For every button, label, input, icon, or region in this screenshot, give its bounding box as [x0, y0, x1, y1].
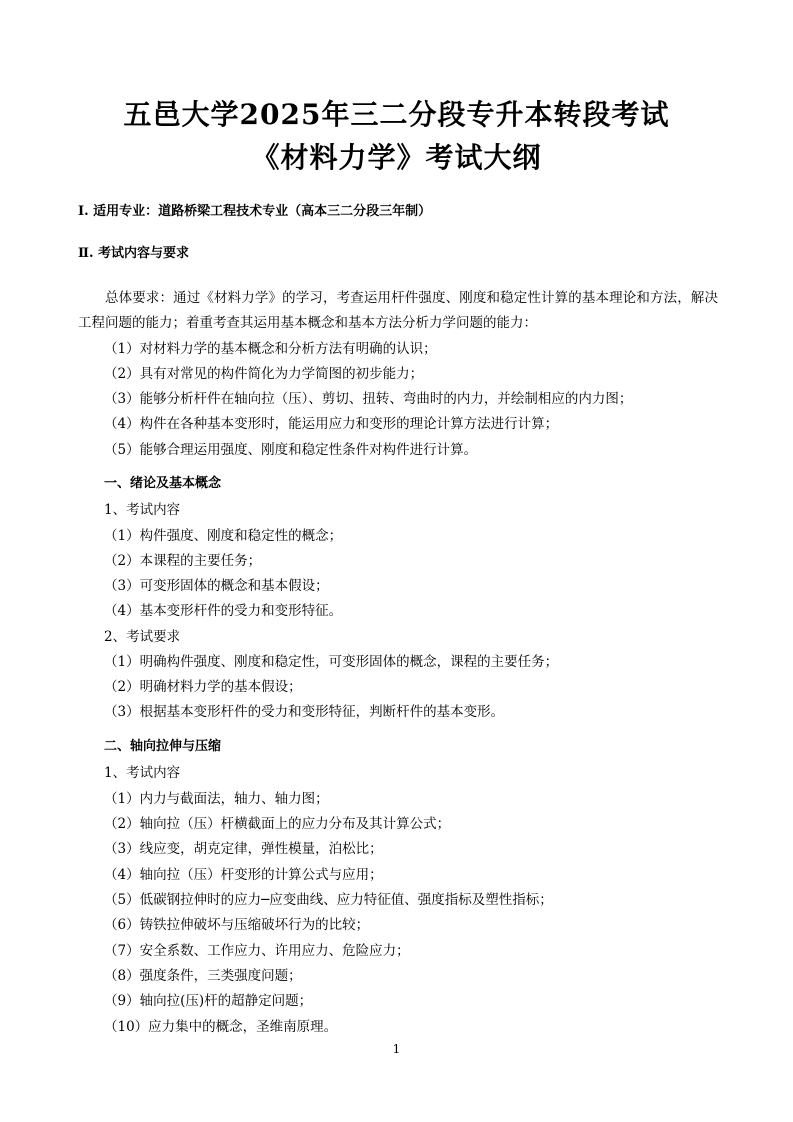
chapter2-content-item: （2）轴向拉（压）杆横截面上的应力分布及其计算公式；	[104, 816, 451, 832]
general-requirement-paragraph: 总体要求：通过《材料力学》的学习，考查运用杆件强度、刚度和稳定性计算的基本理论和方法，解决工程问题的能力；着重考查其运用基本概念和基本方法分析力学问题的能力：	[78, 290, 718, 331]
chapter1-content-item: （3）可变形固体的概念和基本假设；	[104, 578, 329, 594]
chapter2-content-item: （3）线应变，胡克定律，弹性模量，泊松比；	[104, 841, 383, 857]
chapter2-content-item: （6）铸铁拉伸破坏与压缩破坏行为的比较；	[104, 917, 370, 933]
section1-heading: Ⅰ. 适用专业：道路桥梁工程技术专业（高本三二分段三年制）	[78, 204, 432, 219]
page-number: 1	[392, 1042, 401, 1056]
document-title-line1: 五邑大学2025年三二分段专升本转段考试	[123, 98, 670, 131]
chapter2-heading: 二、轴向拉伸与压缩	[104, 739, 222, 754]
chapter1-content-item: （2）本课程的主要任务；	[104, 553, 262, 569]
requirement-item: （4）构件在各种基本变形时，能运用应力和变形的理论计算方法进行计算；	[104, 416, 559, 432]
section2-heading: Ⅱ. 考试内容与要求	[78, 246, 190, 261]
chapter1-content-item: （4）基本变形杆件的受力和变形特征。	[104, 603, 343, 619]
chapter2-content-item: （8）强度条件，三类强度问题；	[104, 968, 302, 984]
chapter2-content-item: （9）轴向拉(压)杆的超静定问题；	[104, 993, 313, 1009]
requirement-item: （2）具有对常见的构件简化为力学简图的初步能力；	[104, 366, 424, 382]
chapter1-req-item: （1）明确构件强度、刚度和稳定性，可变形固体的概念，课程的主要任务；	[104, 654, 559, 670]
chapter1-req-item: （2）明确材料力学的基本假设；	[104, 679, 302, 695]
chapter1-req-item: （3）根据基本变形杆件的受力和变形特征，判断杆件的基本变形。	[104, 704, 505, 720]
chapter1-content-item: （1）构件强度、刚度和稳定性的概念；	[104, 528, 343, 544]
chapter2-content-label: 1、考试内容	[104, 765, 181, 781]
chapter2-content-item: （4）轴向拉（压）杆变形的计算公式与应用；	[104, 867, 383, 883]
document-title-line2: 《材料力学》考试大纲	[251, 141, 542, 174]
chapter1-heading: 一、绪论及基本概念	[104, 476, 222, 491]
chapter2-content-item: （5）低碳钢拉伸时的应力─应变曲线、应力特征值、强度指标及塑性指标；	[104, 892, 553, 908]
requirement-item: （5）能够合理运用强度、刚度和稳定性条件对构件进行计算。	[104, 442, 478, 458]
requirement-item: （1）对材料力学的基本概念和分析方法有明确的认识；	[104, 341, 437, 357]
requirement-item: （3）能够分析杆件在轴向拉（压）、剪切、扭转、弯曲时的内力，并绘制相应的内力图；	[104, 391, 633, 407]
chapter2-content-item: （7）安全系数、工作应力、许用应力、危险应力；	[104, 943, 410, 959]
chapter1-content-label: 1、考试内容	[104, 502, 181, 518]
chapter1-req-label: 2、考试要求	[104, 629, 181, 645]
chapter2-content-item: （1）内力与截面法，轴力、轴力图；	[104, 791, 329, 807]
chapter2-content-item: （10）应力集中的概念，圣维南原理。	[104, 1019, 338, 1035]
